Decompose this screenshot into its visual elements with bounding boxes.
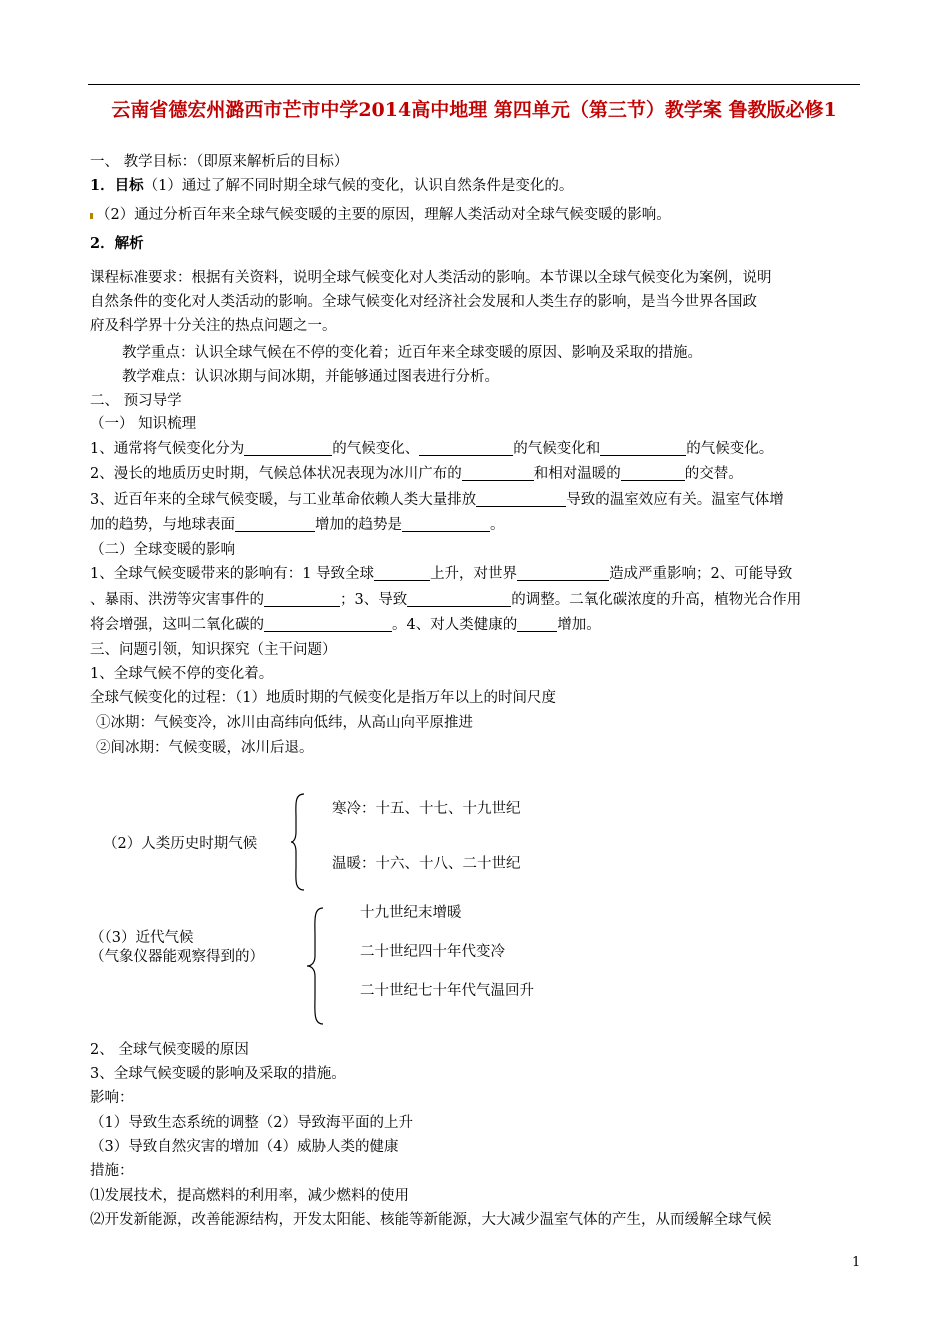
answer-blank[interactable] [419,441,513,456]
warming-line-3: 将会增强，这叫二氧化碳的 。4、对人类健康的 增加。 [90,617,601,633]
cold-periods: 寒冷：十五、十七、十九世纪 [332,801,521,817]
answer-blank[interactable] [374,566,430,581]
standard-line-1: 课程标准要求：根据有关资料，说明全球气候变化对人类活动的影响。本节课以全球气候变化为案例，说明 [90,270,772,286]
analysis-label: 2．解析 [90,235,144,252]
answer-blank[interactable] [517,566,609,581]
section-3-heading: 三、问题引领，知识探究（主干问题） [90,642,337,658]
standard-line-2: 自然条件的变化对人类活动的影响。全球气候变化对经济社会发展和人类生存的影响，是当今世界各国政 [90,294,757,310]
impact-line-1: （1）导致生态系统的调整（2）导致海平面的上升 [90,1115,413,1131]
warming-line-2: 、暴雨、洪涝等灾害事件的 ；3、导致 的调整。二氧化碳浓度的升高，植物光合作用 [90,592,802,608]
goal-1: 1．目标（1）通过了解不同时期全球气候的变化，认识自然条件是变化的。 [90,177,574,194]
answer-blank[interactable] [621,466,685,481]
modern-climate-note: （气象仪器能观察得到的） [90,949,264,965]
answer-blank[interactable] [462,466,534,481]
modern-period-3: 二十世纪七十年代气温回升 [360,983,534,999]
standard-line-3: 府及科学界十分关注的热点问题之一。 [90,318,337,334]
fill-question-3b: 加的趋势，与地球表面 增加的趋势是 。 [90,517,505,533]
modern-period-1: 十九世纪末增暖 [360,905,462,921]
measure-1: ⑴发展技术，提高燃料的利用率，减少燃料的使用 [90,1188,409,1204]
historic-brace [290,792,310,892]
section-2-heading: 二、 预习导学 [90,393,182,409]
answer-blank[interactable] [517,617,557,632]
goal-2: （2）通过分析百年来全球气候变暖的主要的原因，理解人类活动对全球气候变暖的影响。 [90,205,671,225]
answer-blank[interactable] [244,441,332,456]
modern-brace [306,906,328,1026]
warming-line-1: 1、全球气候变暖带来的影响有：1 导致全球 上升，对世界 造成严重影响；2、可能导致 [90,566,793,582]
modern-period-2: 二十世纪四十年代变冷 [360,944,505,960]
answer-blank[interactable] [402,517,490,532]
interglacial: ②间冰期：气候变暖，冰川后退。 [96,740,314,756]
header-rule [88,84,860,85]
marker-dot [90,213,93,219]
answer-blank[interactable] [264,592,340,607]
answer-blank[interactable] [235,517,315,532]
point-3: 3、全球气候变暖的影响及采取的措施。 [90,1066,346,1082]
point-1: 1、全球气候不停的变化着。 [90,666,274,682]
fill-question-3a: 3、近百年来的全球气候变暖，与工业革命依赖人类大量排放 导致的温室效应有关。温室气体增 [90,492,784,508]
warm-periods: 温暖：十六、十八、二十世纪 [332,856,521,872]
warming-subheading: （二）全球变暖的影响 [90,542,235,558]
section-1-heading: 一、 教学目标：（即原来解析后的目标） [90,154,349,170]
measures-label: 措施： [90,1163,134,1179]
difficulty: 教学难点：认识冰期与间冰期，并能够通过图表进行分析。 [122,369,499,385]
page-number: 1 [852,1255,861,1270]
historic-climate-label: （2）人类历史时期气候 [103,836,258,852]
climate-process: 全球气候变化的过程：（1）地质时期的气候变化是指万年以上的时间尺度 [90,690,556,706]
answer-blank[interactable] [600,441,686,456]
ice-age: ①冰期：气候变冷，冰川由高纬向低纬，从高山向平原推进 [96,715,473,731]
impact-line-2: （3）导致自然灾害的增加（4）威胁人类的健康 [90,1139,399,1155]
point-2: 2、 全球气候变暖的原因 [90,1042,249,1058]
goal-label: 1．目标 [90,177,144,194]
modern-climate-label: （（3）近代气候 [90,930,194,946]
key-point: 教学重点：认识全球气候在不停的变化着；近百年来全球变暖的原因、影响及采取的措施。 [122,345,702,361]
answer-blank[interactable] [476,492,566,507]
fill-question-1: 1、通常将气候变化分为 的气候变化、 的气候变化和 的气候变化。 [90,441,774,457]
answer-blank[interactable] [407,592,511,607]
knowledge-subheading: （一） 知识梳理 [90,416,197,432]
fill-question-2: 2、漫长的地质历史时期，气候总体状况表现为冰川广布的 和相对温暖的 的交替。 [90,466,743,482]
measure-2: ⑵开发新能源，改善能源结构，开发太阳能、核能等新能源，大大减少温室气体的产生，从而缓解全球气候 [90,1212,772,1228]
document-title: 云南省德宏州潞西市芒市中学2014高中地理 第四单元（第三节）教学案 鲁教版必修1 [111,99,837,121]
impact-label: 影响： [90,1090,134,1106]
answer-blank[interactable] [264,617,392,632]
